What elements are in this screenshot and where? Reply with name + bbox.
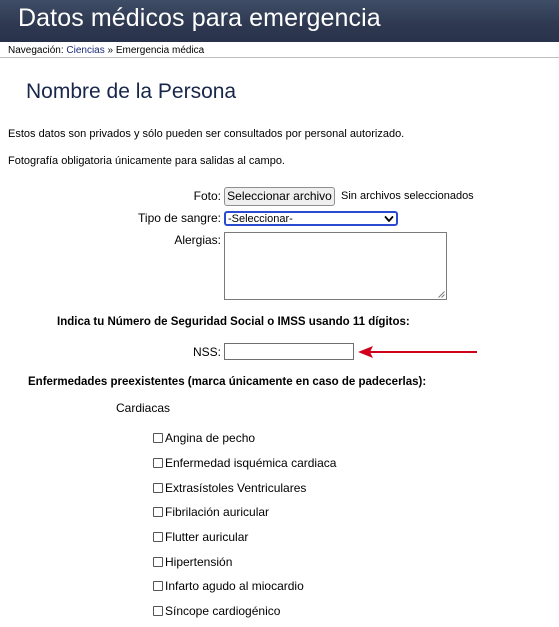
privacy-notice: Estos datos son privados y sólo pueden ser consultados por personal autorizado. <box>8 128 405 140</box>
breadcrumb-current: Emergencia médica <box>115 45 205 56</box>
condition-label: Hipertensión <box>165 555 233 569</box>
resize-grip-icon[interactable] <box>438 291 445 298</box>
condition-item[interactable] <box>153 579 304 593</box>
condition-item[interactable] <box>153 604 280 618</box>
condition-label: Síncope cardiogénico <box>165 604 281 618</box>
breadcrumb-separator: » <box>107 45 114 56</box>
breadcrumb-divider <box>0 57 559 58</box>
checkbox[interactable] <box>153 581 163 591</box>
checkbox[interactable] <box>153 458 163 468</box>
chevron-down-icon <box>384 214 394 224</box>
page-header <box>0 0 559 42</box>
condition-item[interactable] <box>153 505 269 519</box>
condition-label: Infarto agudo al miocardio <box>165 579 304 593</box>
checkbox[interactable] <box>153 557 163 567</box>
breadcrumb-prefix: Navegación: <box>8 45 64 56</box>
condition-label: Extrasístoles Ventriculares <box>165 481 307 495</box>
condition-item[interactable] <box>153 481 306 495</box>
file-status: Sin archivos seleccionados <box>341 190 474 202</box>
condition-label: Fibrilación auricular <box>165 505 270 519</box>
nss-input[interactable] <box>224 343 354 360</box>
breadcrumb-link-ciencias[interactable]: Ciencias <box>66 45 105 56</box>
condition-item[interactable] <box>153 555 232 569</box>
cardiac-group-label: Cardiacas <box>116 401 171 415</box>
checkbox[interactable] <box>153 606 163 616</box>
photo-label: Foto: <box>193 189 221 203</box>
checkbox[interactable] <box>153 507 163 517</box>
red-arrow-icon <box>358 344 478 360</box>
blood-type-label: Tipo de sangre: <box>138 211 221 225</box>
checkbox[interactable] <box>153 483 163 493</box>
condition-item[interactable] <box>153 456 336 470</box>
breadcrumb <box>8 45 204 56</box>
allergies-textarea[interactable] <box>224 232 447 300</box>
checkbox[interactable] <box>153 532 163 542</box>
select-file-button[interactable]: Seleccionar archivo <box>224 187 335 206</box>
condition-label: Flutter auricular <box>165 530 249 544</box>
blood-type-select[interactable] <box>224 211 398 226</box>
photo-note: Fotografía obligatoria únicamente para salidas al campo. <box>8 155 285 167</box>
condition-item[interactable] <box>153 530 248 544</box>
condition-item[interactable] <box>153 431 255 445</box>
condition-label: Enfermedad isquémica cardiaca <box>165 456 337 470</box>
condition-label: Angina de pecho <box>165 431 256 445</box>
allergies-label: Alergias: <box>174 233 221 247</box>
header-title: Datos médicos para emergencia <box>18 4 381 32</box>
page-title: Nombre de la Persona <box>26 80 237 103</box>
conditions-heading: Enfermedades preexistentes (marca únicamente en caso de padecerlas): <box>28 376 427 388</box>
checkbox[interactable] <box>153 433 163 443</box>
nss-instruction: Indica tu Número de Seguridad Social o IMSS usando 11 dígitos: <box>57 316 410 328</box>
nss-label: NSS: <box>192 345 221 359</box>
blood-type-selected: -Seleccionar- <box>228 213 293 225</box>
